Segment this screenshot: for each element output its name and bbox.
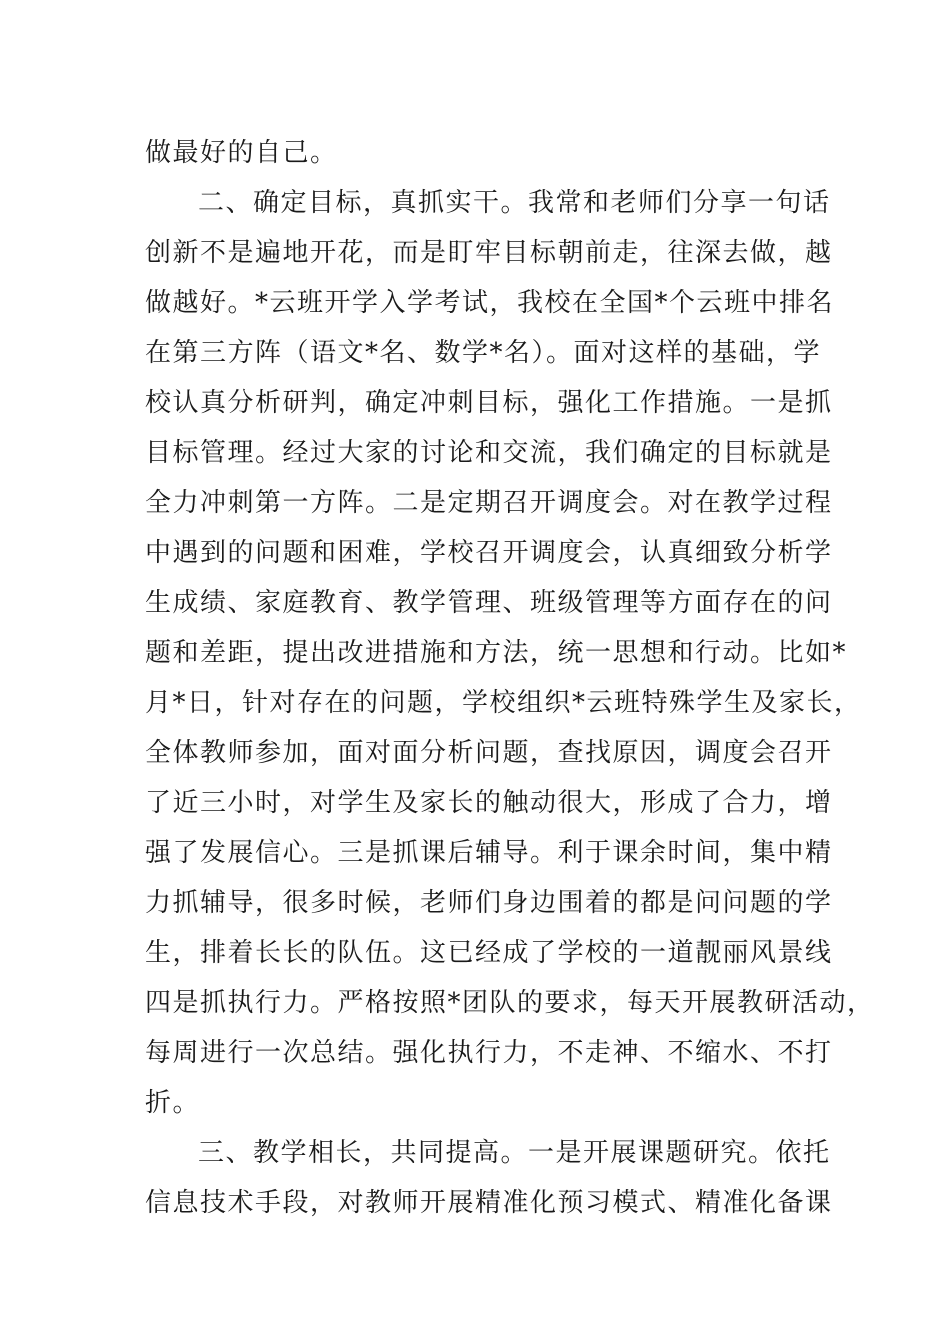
text-line: 生成绩、家庭教育、教学管理、班级管理等方面存在的问 [145, 588, 833, 618]
paragraph-heading-2: 二、确定目标，真抓实干。我常和老师们分享一句话 [198, 188, 831, 218]
text-line: 创新不是遍地开花，而是盯牢目标朝前走，往深去做，越 [145, 238, 833, 268]
text-line: 每周进行一次总结。强化执行力，不走神、不缩水、不打 [145, 1038, 833, 1068]
text-line: 力抓辅导，很多时候，老师们身边围着的都是问问题的学 [145, 888, 833, 918]
text-line: 四是抓执行力。严格按照*团队的要求，每天开展教研活动， [145, 988, 875, 1018]
text-line: 校认真分析研判，确定冲刺目标，强化工作措施。一是抓 [145, 388, 833, 418]
text-line: 信息技术手段，对教师开展精准化预习模式、精准化备课 [145, 1188, 833, 1218]
text-line: 生，排着长长的队伍。这已经成了学校的一道靓丽风景线 [145, 938, 833, 968]
text-line: 题和差距，提出改进措施和方法，统一思想和行动。比如* [145, 638, 848, 668]
text-line: 目标管理。经过大家的讨论和交流，我们确定的目标就是 [145, 438, 833, 468]
text-line: 在第三方阵（语文*名、数学*名）。面对这样的基础，学 [145, 338, 822, 368]
text-line: 全力冲刺第一方阵。二是定期召开调度会。对在教学过程 [145, 488, 833, 518]
paragraph-heading-3: 三、教学相长，共同提高。一是开展课题研究。依托 [198, 1138, 831, 1168]
text-line: 了近三小时，对学生及家长的触动很大，形成了合力，增 [145, 788, 833, 818]
text-line: 中遇到的问题和困难，学校召开调度会，认真细致分析学 [145, 538, 833, 568]
text-line: 月*日，针对存在的问题，学校组织*云班特殊学生及家长， [145, 688, 862, 718]
text-line: 做最好的自己。 [145, 138, 338, 168]
text-line: 折。 [145, 1088, 201, 1118]
text-line: 做越好。*云班开学入学考试，我校在全国*个云班中排名 [145, 288, 835, 318]
text-line: 全体教师参加，面对面分析问题，查找原因，调度会召开 [145, 738, 833, 768]
text-line: 强了发展信心。三是抓课后辅导。利于课余时间，集中精 [145, 838, 833, 868]
